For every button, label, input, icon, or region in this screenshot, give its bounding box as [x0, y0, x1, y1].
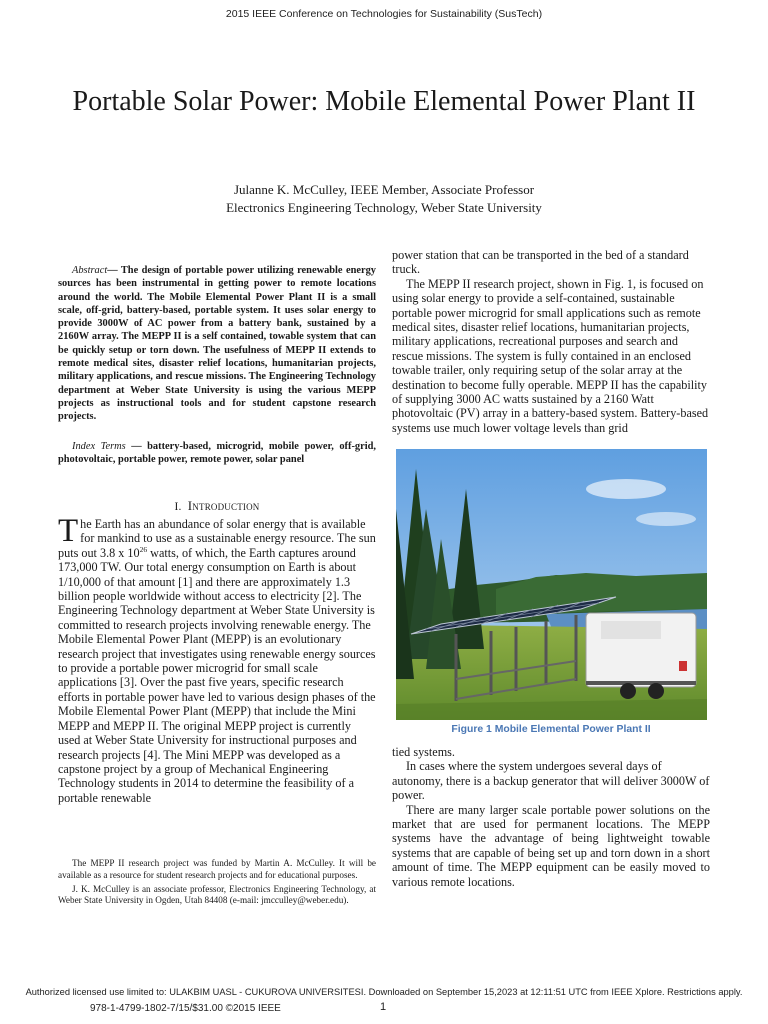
author-name-line: Julanne K. McCulley, IEEE Member, Associate Professor: [233, 182, 535, 197]
intro-text-part2: watts, of which, the Earth captures around 173,000 TW. Our total energy consumption on Earth is about 1/10,000 of that amount [1] and there are approximately 1.3 billion people worldwide without access to electricity [2]. The Engineering Technology department at Weber State University is committed to research projects involving renewable energy. The Mobile Elemental Power Plant (MEPP) is an evolutionary research project that investigates using renewable energy sources to provide a portable power microgrid for small scale applications [3]. Over the past five years, specific research efforts in portable power have led to various design phases of the Mobile Elemental Power Plant (MEPP) that include the Mini MEPP and MEPP II. The original MEPP project is currently used at Weber State University for instructional purposes and research projects [4]. The Mini MEPP was developed as a capstone project by a group of Mechanical Engineering Technology students in 2014 to determine the feasibility of a portable renewable: [58, 545, 376, 805]
portable-solutions-paragraph: There are many larger scale portable power solutions on the market that are used for permanent locations. The MEPP systems have the advantage of being lightweight towable systems that are capable of being set up and torn down in a short amount of time. The MEPP equipment can be easily moved to various remote locations.: [392, 802, 710, 889]
index-terms-label: Index Terms: [72, 441, 126, 452]
intro-text-part1: he Earth has an abundance of solar energy that is available for mankind to use as a sustainable energy resource. The sun puts out 3.8 x 10: [58, 517, 376, 560]
introduction-paragraph: [58, 513, 376, 805]
isbn-copyright: 978-1-4799-1802-7/15/$31.00 ©2015 IEEE: [90, 1003, 281, 1014]
figure-1-photo: [396, 449, 707, 720]
figure-caption: Figure 1 Mobile Elemental Power Plant II: [451, 724, 651, 735]
abstract-dash: —: [107, 265, 121, 276]
paper-title: Portable Solar Power: Mobile Elemental Power Plant II: [72, 86, 696, 117]
section-numeral: I.: [174, 501, 182, 513]
author-block: [0, 181, 768, 217]
conference-header: 2015 IEEE Conference on Technologies for Sustainability (SusTech): [225, 8, 543, 20]
solar-trailer-photo: [396, 449, 707, 720]
abstract-text: The design of portable power utilizing renewable energy sources has been instrumental in getting power to remote locations around the world. The Mobile Elemental Power Plant II is a small scale, off-grid, battery-based, portable system. It uses solar energy to provide 3000W of AC power from a battery bank, sustained by a 2160W array. The MEPP II is a self contained, towable system that can be quickly setup or torn down. The usefulness of MEPP II extends to remote medical sites, disaster relief locations, humanitarian projects, military applications, and rescue missions. The Engineering Technology department at Weber State University is using the various MEPP projects as instructional tools and for student capstone research projects.: [58, 265, 376, 423]
funding-footnote: The MEPP II research project was funded by Martin A. McCulley. It will be available as a resource for student research projects and for educational purposes.: [58, 858, 376, 880]
page-number: 1: [380, 1001, 387, 1013]
abstract: [58, 264, 376, 424]
section-heading-introduction: [58, 498, 376, 514]
right-column-bottom: [392, 745, 710, 889]
mepp-ii-paragraph: The MEPP II research project, shown in Fig. 1, is focused on using solar energy to provide a self-contained, sustainable portable power microgrid for small applications such as remote medical sites, disaster relief locations, humanitarian projects, military applications, recreational purposes and search and rescue missions. The system is fully contained in an enclosed towable trailer, only requiring setup of the solar array at the destination to become fully operable. MEPP II has the capability of supplying 3000 AC watts sustained by a 2160 Watt photovoltaic (PV) array in a battery-based system. Battery-based systems use much lower voltage levels than grid: [392, 276, 709, 435]
exponent: 26: [139, 544, 148, 554]
autonomy-paragraph: In cases where the system undergoes several days of autonomy, there is a backup generator that will deliver 3000W of power.: [392, 759, 710, 803]
section-title: Introduction: [187, 498, 260, 513]
footnotes: [58, 858, 376, 909]
author-footnote: J. K. McCulley is an associate professor, Electronics Engineering Technology, at Weber State University in Ogden, Utah 84408 (e-mail: jmcculley@weber.edu).: [58, 883, 376, 906]
index-terms-text: — battery-based, microgrid, mobile power, off-grid, photovoltaic, portable power, remote power, solar panel: [58, 441, 376, 466]
license-notice: Authorized licensed use limited to: ULAKBIM UASL - CUKUROVA UNIVERSITESI. Downloaded on September 15,2023 at 12:11:51 UTC from IEEE Xplore. Restrictions apply.: [25, 987, 743, 997]
author-affiliation-line: Electronics Engineering Technology, Weber State University: [226, 200, 542, 215]
drop-cap: T: [58, 513, 79, 549]
abstract-label: Abstract: [72, 265, 108, 276]
right-column-top: [392, 248, 710, 435]
after-figure-text: tied systems.: [392, 745, 455, 759]
index-terms: [58, 440, 376, 467]
continuation-text: power station that can be transported in the bed of a standard truck.: [392, 248, 689, 277]
